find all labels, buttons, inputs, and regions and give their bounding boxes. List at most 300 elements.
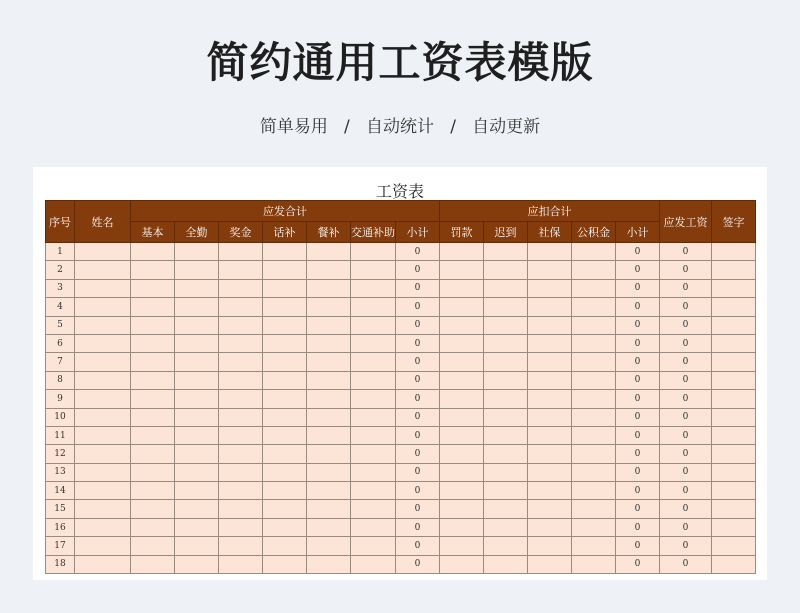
cell-deduction-subtotal: 0 [616,518,660,536]
cell-payable-item[interactable] [263,555,307,573]
cell-payable-item[interactable] [307,500,351,518]
page-title: 简约通用工资表模版 [206,38,594,87]
cell-no: 17 [46,537,75,555]
cell-deduction-item[interactable] [484,518,528,536]
cell-signature[interactable] [712,316,756,334]
cell-payable-item[interactable] [175,279,219,297]
cell-payable-item[interactable] [219,500,263,518]
cell-payable-item[interactable] [263,243,307,261]
cell-net-pay: 0 [660,482,712,500]
cell-deduction-subtotal: 0 [616,390,660,408]
cell-payable-item[interactable] [307,279,351,297]
cell-name[interactable] [75,371,131,389]
cell-deduction-item[interactable] [572,353,616,371]
cell-payable-subtotal: 0 [396,279,440,297]
cell-payable-item[interactable] [307,298,351,316]
cell-payable-item[interactable] [307,371,351,389]
cell-payable-item[interactable] [131,371,175,389]
cell-payable-item[interactable] [131,518,175,536]
cell-name[interactable] [75,243,131,261]
cell-name[interactable] [75,390,131,408]
cell-deduction-item[interactable] [484,334,528,352]
cell-payable-item[interactable] [175,353,219,371]
cell-payable-item[interactable] [307,243,351,261]
header-transport-allowance: 交通补助 [351,222,396,243]
cell-deduction-item[interactable] [484,371,528,389]
cell-deduction-item[interactable] [572,408,616,426]
cell-signature[interactable] [712,243,756,261]
cell-payable-item[interactable] [263,371,307,389]
cell-payable-item[interactable] [175,408,219,426]
cell-payable-item[interactable] [131,316,175,334]
cell-name[interactable] [75,353,131,371]
cell-deduction-item[interactable] [484,426,528,444]
cell-payable-item[interactable] [351,408,396,426]
cell-signature[interactable] [712,334,756,352]
cell-payable-item[interactable] [175,261,219,279]
table-row [46,500,756,518]
cell-net-pay: 0 [660,316,712,334]
cell-deduction-item[interactable] [572,243,616,261]
cell-payable-item[interactable] [175,298,219,316]
cell-payable-item[interactable] [307,482,351,500]
cell-payable-item[interactable] [219,390,263,408]
cell-payable-item[interactable] [263,537,307,555]
cell-signature[interactable] [712,390,756,408]
cell-payable-item[interactable] [263,426,307,444]
cell-payable-item[interactable] [175,482,219,500]
cell-deduction-subtotal: 0 [616,463,660,481]
cell-deduction-subtotal: 0 [616,371,660,389]
cell-payable-item[interactable] [219,555,263,573]
cell-net-pay: 0 [660,243,712,261]
table-row [46,555,756,573]
cell-deduction-item[interactable] [440,463,484,481]
cell-signature[interactable] [712,463,756,481]
cell-payable-item[interactable] [351,390,396,408]
cell-name[interactable] [75,500,131,518]
cell-deduction-item[interactable] [440,298,484,316]
cell-deduction-item[interactable] [572,298,616,316]
cell-deduction-item[interactable] [484,298,528,316]
cell-payable-item[interactable] [263,518,307,536]
cell-deduction-item[interactable] [440,482,484,500]
cell-payable-item[interactable] [131,463,175,481]
cell-payable-item[interactable] [175,445,219,463]
cell-signature[interactable] [712,261,756,279]
cell-signature[interactable] [712,279,756,297]
cell-payable-item[interactable] [219,261,263,279]
cell-deduction-subtotal: 0 [616,261,660,279]
cell-payable-item[interactable] [351,426,396,444]
cell-deduction-item[interactable] [440,353,484,371]
cell-deduction-item[interactable] [484,390,528,408]
cell-payable-item[interactable] [351,445,396,463]
cell-payable-item[interactable] [175,334,219,352]
cell-deduction-item[interactable] [440,408,484,426]
cell-payable-item[interactable] [131,482,175,500]
cell-name[interactable] [75,518,131,536]
cell-deduction-item[interactable] [440,555,484,573]
cell-deduction-item[interactable] [484,408,528,426]
cell-payable-item[interactable] [263,279,307,297]
cell-payable-item[interactable] [307,426,351,444]
cell-payable-item[interactable] [175,426,219,444]
cell-deduction-item[interactable] [528,243,572,261]
cell-deduction-item[interactable] [484,353,528,371]
table-row [46,316,756,334]
cell-no: 2 [46,261,75,279]
cell-net-pay: 0 [660,298,712,316]
cell-no: 16 [46,518,75,536]
cell-deduction-item[interactable] [440,500,484,518]
cell-payable-item[interactable] [351,371,396,389]
cell-payable-item[interactable] [131,500,175,518]
cell-deduction-item[interactable] [572,371,616,389]
cell-payable-item[interactable] [219,353,263,371]
cell-name[interactable] [75,537,131,555]
cell-payable-item[interactable] [219,243,263,261]
table-row [46,463,756,481]
cell-deduction-item[interactable] [528,353,572,371]
cell-payable-item[interactable] [131,279,175,297]
cell-payable-item[interactable] [307,261,351,279]
cell-no: 14 [46,482,75,500]
cell-payable-item[interactable] [351,279,396,297]
cell-name[interactable] [75,555,131,573]
cell-payable-item[interactable] [219,371,263,389]
header-phone-allowance: 话补 [263,222,307,243]
cell-payable-item[interactable] [175,371,219,389]
cell-payable-item[interactable] [263,261,307,279]
cell-payable-item[interactable] [131,537,175,555]
cell-deduction-item[interactable] [484,279,528,297]
cell-deduction-item[interactable] [528,463,572,481]
cell-deduction-item[interactable] [572,537,616,555]
cell-no: 18 [46,555,75,573]
cell-payable-item[interactable] [307,316,351,334]
cell-no: 3 [46,279,75,297]
cell-deduction-item[interactable] [528,316,572,334]
cell-signature[interactable] [712,353,756,371]
cell-deduction-item[interactable] [484,243,528,261]
cell-payable-subtotal: 0 [396,298,440,316]
cell-payable-item[interactable] [131,555,175,573]
cell-net-pay: 0 [660,390,712,408]
cell-signature[interactable] [712,445,756,463]
cell-net-pay: 0 [660,261,712,279]
cell-deduction-item[interactable] [440,537,484,555]
cell-deduction-item[interactable] [572,500,616,518]
cell-name[interactable] [75,482,131,500]
cell-payable-item[interactable] [351,334,396,352]
cell-payable-item[interactable] [351,298,396,316]
cell-deduction-item[interactable] [572,518,616,536]
header-payable-group: 应发合计 [131,201,440,222]
cell-no: 8 [46,371,75,389]
cell-deduction-subtotal: 0 [616,555,660,573]
cell-name[interactable] [75,334,131,352]
cell-payable-item[interactable] [351,537,396,555]
header-social-security: 社保 [528,222,572,243]
cell-signature[interactable] [712,555,756,573]
cell-no: 12 [46,445,75,463]
cell-payable-item[interactable] [307,408,351,426]
header-housing-fund: 公积金 [572,222,616,243]
cell-payable-subtotal: 0 [396,243,440,261]
cell-deduction-item[interactable] [484,500,528,518]
cell-deduction-item[interactable] [528,334,572,352]
cell-payable-item[interactable] [219,482,263,500]
cell-deduction-item[interactable] [440,518,484,536]
cell-signature[interactable] [712,500,756,518]
cell-payable-item[interactable] [351,518,396,536]
cell-payable-item[interactable] [219,316,263,334]
cell-payable-item[interactable] [263,500,307,518]
cell-payable-subtotal: 0 [396,353,440,371]
cell-deduction-item[interactable] [440,243,484,261]
cell-payable-item[interactable] [175,316,219,334]
cell-deduction-item[interactable] [572,316,616,334]
cell-deduction-item[interactable] [528,426,572,444]
cell-deduction-item[interactable] [440,279,484,297]
cell-payable-item[interactable] [131,353,175,371]
cell-net-pay: 0 [660,353,712,371]
cell-deduction-item[interactable] [572,445,616,463]
cell-payable-item[interactable] [219,279,263,297]
cell-deduction-item[interactable] [440,316,484,334]
cell-deduction-item[interactable] [484,316,528,334]
cell-payable-item[interactable] [131,390,175,408]
cell-signature[interactable] [712,298,756,316]
cell-deduction-item[interactable] [572,279,616,297]
cell-deduction-item[interactable] [528,261,572,279]
cell-payable-item[interactable] [131,334,175,352]
cell-signature[interactable] [712,371,756,389]
cell-net-pay: 0 [660,408,712,426]
cell-payable-subtotal: 0 [396,537,440,555]
cell-deduction-item[interactable] [440,390,484,408]
cell-deduction-item[interactable] [572,482,616,500]
cell-payable-item[interactable] [263,316,307,334]
cell-name[interactable] [75,426,131,444]
cell-payable-item[interactable] [307,518,351,536]
header-fine: 罚款 [440,222,484,243]
header-basic: 基本 [131,222,175,243]
cell-payable-item[interactable] [351,261,396,279]
table-row [46,408,756,426]
cell-deduction-item[interactable] [484,482,528,500]
cell-deduction-item[interactable] [572,334,616,352]
cell-net-pay: 0 [660,279,712,297]
cell-deduction-item[interactable] [440,426,484,444]
cell-payable-item[interactable] [351,500,396,518]
table-row [46,371,756,389]
cell-no: 7 [46,353,75,371]
cell-signature[interactable] [712,482,756,500]
table-row [46,261,756,279]
cell-payable-subtotal: 0 [396,445,440,463]
cell-payable-item[interactable] [219,408,263,426]
cell-net-pay: 0 [660,426,712,444]
cell-deduction-item[interactable] [528,298,572,316]
salary-table [45,200,756,574]
header-payable-subtotal: 小计 [396,222,440,243]
cell-payable-item[interactable] [263,298,307,316]
header-meal-allowance: 餐补 [307,222,351,243]
cell-payable-item[interactable] [219,518,263,536]
cell-deduction-item[interactable] [528,445,572,463]
cell-net-pay: 0 [660,518,712,536]
cell-deduction-item[interactable] [528,390,572,408]
cell-payable-item[interactable] [175,390,219,408]
table-row [46,445,756,463]
cell-net-pay: 0 [660,555,712,573]
cell-payable-item[interactable] [351,482,396,500]
cell-payable-subtotal: 0 [396,555,440,573]
cell-payable-item[interactable] [131,426,175,444]
cell-payable-item[interactable] [307,537,351,555]
table-row [46,426,756,444]
cell-deduction-item[interactable] [572,463,616,481]
cell-payable-item[interactable] [131,445,175,463]
cell-deduction-item[interactable] [484,445,528,463]
table-row [46,390,756,408]
cell-deduction-item[interactable] [528,482,572,500]
cell-payable-item[interactable] [263,408,307,426]
cell-name[interactable] [75,298,131,316]
cell-signature[interactable] [712,518,756,536]
cell-payable-item[interactable] [263,390,307,408]
cell-payable-item[interactable] [219,334,263,352]
cell-payable-item[interactable] [263,445,307,463]
cell-deduction-item[interactable] [484,555,528,573]
cell-deduction-item[interactable] [440,334,484,352]
cell-net-pay: 0 [660,371,712,389]
cell-deduction-item[interactable] [572,555,616,573]
cell-payable-item[interactable] [307,390,351,408]
table-row [46,482,756,500]
cell-payable-subtotal: 0 [396,500,440,518]
cell-deduction-item[interactable] [528,518,572,536]
cell-deduction-item[interactable] [572,426,616,444]
header-bonus: 奖金 [219,222,263,243]
cell-payable-item[interactable] [175,555,219,573]
cell-payable-subtotal: 0 [396,463,440,481]
cell-payable-item[interactable] [351,463,396,481]
cell-deduction-subtotal: 0 [616,482,660,500]
cell-name[interactable] [75,445,131,463]
cell-name[interactable] [75,463,131,481]
cell-payable-item[interactable] [307,445,351,463]
cell-payable-item[interactable] [219,537,263,555]
cell-no: 13 [46,463,75,481]
cell-no: 5 [46,316,75,334]
cell-payable-item[interactable] [263,334,307,352]
table-row [46,353,756,371]
cell-name[interactable] [75,261,131,279]
cell-deduction-subtotal: 0 [616,243,660,261]
cell-payable-subtotal: 0 [396,482,440,500]
cell-payable-item[interactable] [351,243,396,261]
cell-payable-item[interactable] [351,555,396,573]
cell-payable-item[interactable] [219,298,263,316]
cell-payable-item[interactable] [351,353,396,371]
table-row [46,518,756,536]
cell-deduction-item[interactable] [528,371,572,389]
cell-payable-item[interactable] [307,555,351,573]
cell-payable-item[interactable] [175,463,219,481]
cell-net-pay: 0 [660,463,712,481]
cell-deduction-item[interactable] [572,261,616,279]
cell-deduction-item[interactable] [572,390,616,408]
cell-deduction-item[interactable] [528,279,572,297]
cell-payable-item[interactable] [131,243,175,261]
cell-deduction-subtotal: 0 [616,537,660,555]
cell-payable-item[interactable] [307,463,351,481]
salary-sheet [33,167,767,580]
table-row [46,537,756,555]
cell-payable-item[interactable] [175,500,219,518]
cell-signature[interactable] [712,426,756,444]
cell-payable-item[interactable] [175,537,219,555]
cell-name[interactable] [75,408,131,426]
cell-payable-item[interactable] [175,518,219,536]
cell-deduction-item[interactable] [528,500,572,518]
header-late: 迟到 [484,222,528,243]
cell-deduction-item[interactable] [528,555,572,573]
cell-payable-subtotal: 0 [396,390,440,408]
cell-payable-item[interactable] [131,408,175,426]
cell-no: 15 [46,500,75,518]
cell-payable-item[interactable] [263,463,307,481]
header-deduction-group: 应扣合计 [440,201,660,222]
cell-name[interactable] [75,316,131,334]
cell-no: 9 [46,390,75,408]
cell-payable-item[interactable] [131,298,175,316]
cell-deduction-item[interactable] [440,445,484,463]
cell-deduction-item[interactable] [484,537,528,555]
cell-deduction-subtotal: 0 [616,426,660,444]
cell-name[interactable] [75,279,131,297]
cell-payable-item[interactable] [219,463,263,481]
cell-payable-item[interactable] [307,334,351,352]
table-row [46,334,756,352]
cell-payable-item[interactable] [351,316,396,334]
header-signature: 签字 [712,201,756,243]
cell-payable-item[interactable] [175,243,219,261]
cell-payable-subtotal: 0 [396,316,440,334]
cell-payable-item[interactable] [263,353,307,371]
cell-payable-item[interactable] [219,445,263,463]
cell-payable-item[interactable] [263,482,307,500]
cell-payable-item[interactable] [307,353,351,371]
cell-deduction-item[interactable] [484,261,528,279]
cell-deduction-item[interactable] [440,371,484,389]
cell-signature[interactable] [712,537,756,555]
cell-payable-subtotal: 0 [396,518,440,536]
cell-payable-item[interactable] [219,426,263,444]
table-row [46,279,756,297]
cell-signature[interactable] [712,408,756,426]
cell-deduction-item[interactable] [484,463,528,481]
cell-deduction-item[interactable] [440,261,484,279]
cell-deduction-item[interactable] [528,537,572,555]
cell-payable-item[interactable] [131,261,175,279]
cell-payable-subtotal: 0 [396,334,440,352]
cell-deduction-item[interactable] [528,408,572,426]
cell-net-pay: 0 [660,334,712,352]
